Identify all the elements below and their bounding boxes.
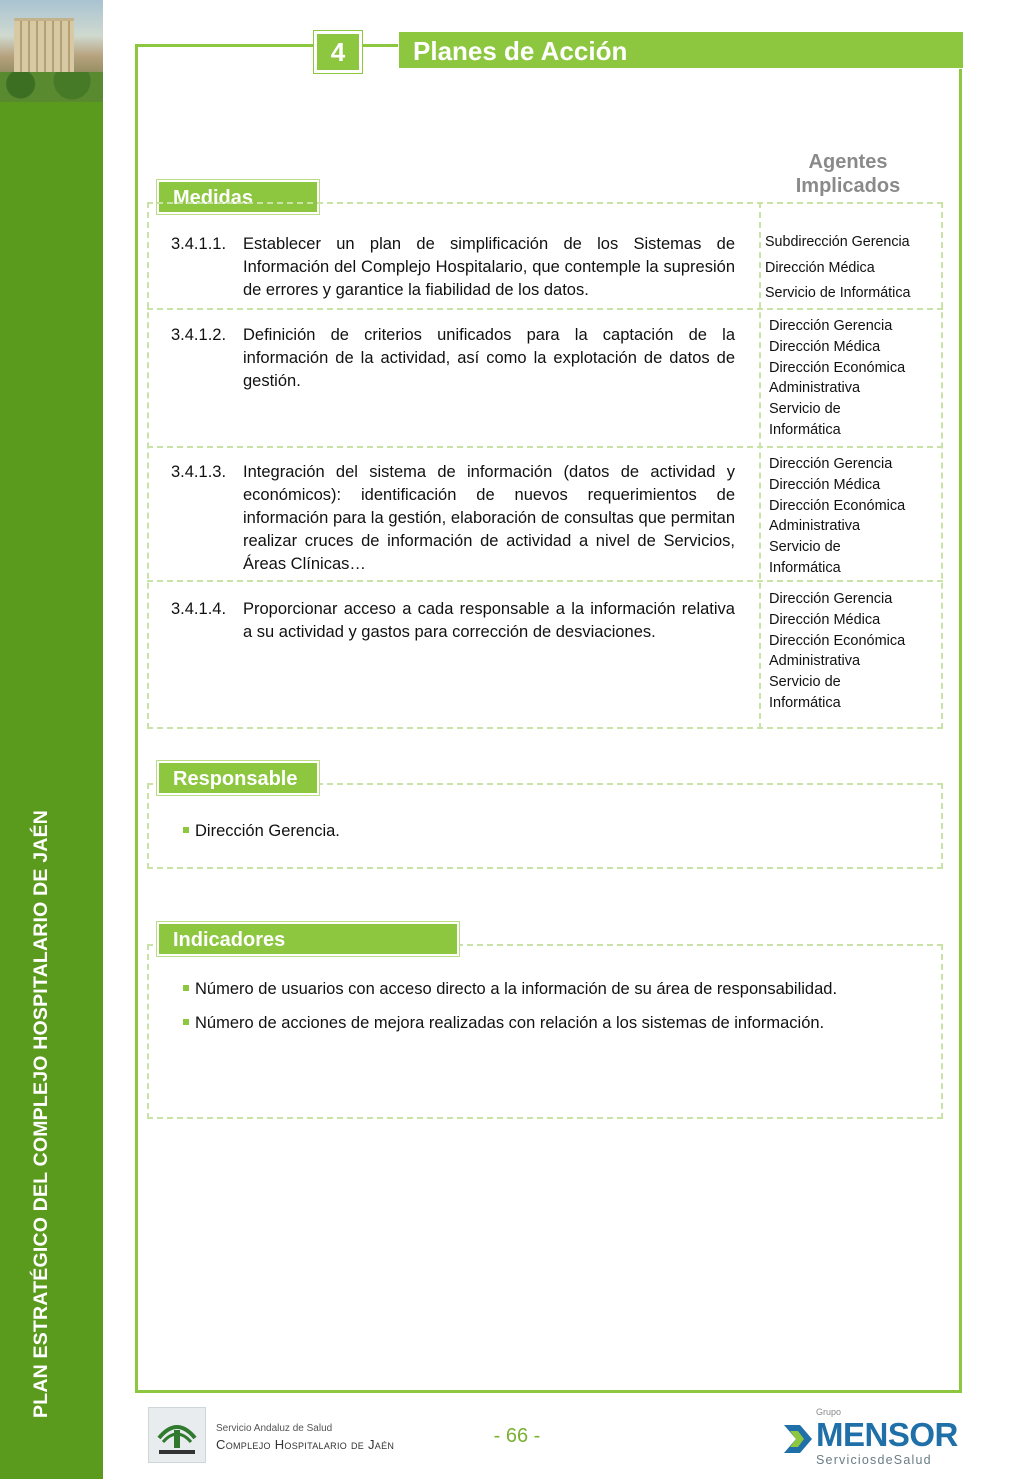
- indicador-item: Número de acciones de mejora realizadas con relación a los sistemas de información.: [183, 1012, 824, 1034]
- agent-item: Informática: [769, 559, 841, 576]
- indicadores-label: Indicadores: [157, 922, 459, 956]
- section-number: 4: [314, 31, 362, 73]
- hospital-photo: [0, 0, 103, 102]
- agents-heading-line2: Implicados: [795, 175, 901, 197]
- agent-item: Administrativa: [769, 518, 861, 535]
- agent-item: Servicio de Informática: [765, 285, 911, 301]
- sas-name: Servicio Andaluz de Salud: [216, 1423, 333, 1434]
- trees-image: [0, 72, 103, 102]
- sidebar-title: PLAN ESTRATÉGICO DEL COMPLEJO HOSPITALARIO DE JAÉN: [30, 809, 52, 1418]
- sidebar: [0, 0, 103, 1479]
- junta-andalucia-logo: [148, 1407, 206, 1463]
- row-divider: [147, 308, 943, 310]
- agent-item: Dirección Médica: [769, 476, 881, 493]
- indicador-item: Número de usuarios con acceso directo a la información de su área de responsabilidad.: [183, 978, 837, 1000]
- agent-item: Informática: [769, 421, 841, 438]
- agent-item: Administrativa: [769, 380, 861, 397]
- mensor-wordmark: MENSOR: [816, 1416, 958, 1453]
- measure-item: [171, 461, 735, 576]
- section-title: Planes de Acción: [398, 31, 964, 69]
- measure-code: 3.4.1.2.: [171, 326, 227, 344]
- agent-item: Informática: [769, 694, 841, 711]
- agent-item: Dirección Médica: [769, 338, 881, 355]
- measure-item: [171, 598, 735, 644]
- agent-item: Administrativa: [769, 653, 861, 670]
- measure-code: 3.4.1.3.: [171, 463, 227, 481]
- page-number: - 66 -: [493, 1425, 541, 1447]
- agent-item: Dirección Económica: [769, 359, 906, 376]
- hospital-name: Complejo Hospitalario de Jaén: [216, 1437, 395, 1452]
- measure-agents: [765, 230, 910, 307]
- measure-text: Integración del sistema de información (datos de actividad y económicos): identificación de nuevos requerimientos de información para la gestión, elaboración de consultas que permitan realizar cruces de información de actividad a nivel de Servicios, Áreas Clínicas…: [243, 463, 735, 573]
- agent-item: Servicio de: [769, 539, 841, 556]
- mensor-arrow-icon: [782, 1421, 814, 1457]
- agent-item: Subdirección Gerencia: [765, 234, 910, 250]
- agent-item: Dirección Económica: [769, 497, 906, 514]
- agents-heading-line1: Agentes: [808, 151, 888, 173]
- row-divider: [147, 580, 943, 582]
- measure-item: [171, 324, 735, 393]
- grupo-label: Grupo: [816, 1407, 842, 1417]
- junta-emblem-icon: [149, 1408, 205, 1462]
- measure-code: 3.4.1.1.: [171, 235, 227, 253]
- mensor-tagline: ServiciosdeSalud: [816, 1453, 932, 1467]
- responsable-label: Responsable: [157, 761, 319, 795]
- agent-item: Dirección Económica: [769, 632, 906, 649]
- measure-agents: [769, 589, 905, 714]
- agent-item: Dirección Médica: [765, 259, 875, 276]
- responsable-item: Dirección Gerencia.: [183, 820, 340, 842]
- measure-text: Establecer un plan de simplificación de los Sistemas de Información del Complejo Hospitalario, que contemple la supresión de errores y garantice la fiabilidad de los datos.: [243, 235, 735, 299]
- measure-agents: [769, 316, 905, 441]
- measure-text: Proporcionar acceso a cada responsable a la información relativa a su actividad y gastos para corrección de desviaciones.: [243, 600, 735, 641]
- row-divider: [147, 446, 943, 448]
- mensor-logo: [782, 1407, 962, 1469]
- hospital-logo: [148, 1407, 398, 1465]
- measure-agents: [769, 454, 905, 579]
- agent-item: Dirección Gerencia: [769, 591, 893, 607]
- agents-heading: [770, 150, 926, 198]
- measures-column-divider: [759, 202, 761, 729]
- measure-item: [171, 233, 735, 302]
- agent-item: Servicio de: [769, 401, 841, 418]
- measure-code: 3.4.1.4.: [171, 600, 227, 618]
- agent-item: Dirección Médica: [769, 611, 881, 628]
- measure-text: Definición de criterios unificados para la captación de la información de la actividad, así como la explotación de datos de gestión.: [243, 326, 735, 390]
- agent-item: Dirección Gerencia: [769, 456, 893, 472]
- medidas-label: Medidas: [157, 180, 319, 214]
- agent-item: Servicio de: [769, 674, 841, 691]
- agent-item: Dirección Gerencia: [769, 318, 893, 334]
